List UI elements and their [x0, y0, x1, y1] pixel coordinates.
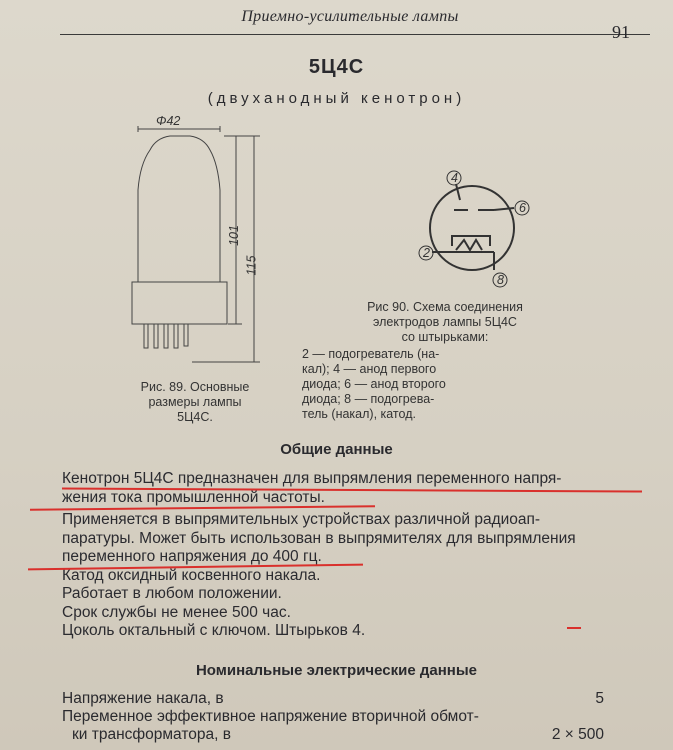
header-rule: [60, 34, 650, 35]
param-row: [62, 690, 652, 708]
socket-circle: [430, 186, 514, 270]
electrical-params: [62, 690, 652, 744]
figure90-caption: [300, 300, 590, 345]
param-label: Напряжение накала, в: [62, 690, 224, 707]
param-value: 5: [595, 690, 604, 707]
dim-height-101-label: 101: [226, 225, 241, 246]
legend-line: тель (накал), катод.: [302, 407, 416, 421]
legend-line: диода; 6 — анод второго: [302, 377, 446, 391]
page-title: 5Ц4С: [308, 56, 365, 78]
figure90-legend: [302, 347, 587, 422]
running-title: Приемно-усилительные лампы: [241, 8, 459, 25]
figure90-caption-line: Рис 90. Схема соединения: [367, 300, 523, 314]
pin-6-label: 6: [519, 201, 526, 215]
paragraph-line: Кенотрон 5Ц4С предназначен для выпрямления переменного напря-: [62, 470, 562, 487]
figure89-caption-line: 5Ц4С.: [177, 410, 213, 424]
spec-line: Цоколь октальный с ключом. Штырьков 4.: [62, 622, 366, 639]
tube-base: [132, 282, 227, 324]
paragraph-line: переменного напряжения до 400 гц.: [62, 548, 322, 565]
page-subtitle: (двуханодный кенотрон): [207, 90, 466, 107]
spec-line: Катод оксидный косвенного накала.: [62, 566, 321, 584]
tube-bulb-outline: [138, 136, 220, 282]
figure89-caption-line: Рис. 89. Основные: [140, 380, 250, 394]
param-label: ки трансформатора, в: [72, 726, 231, 743]
page-number: 91: [612, 22, 630, 42]
paragraph-line: жения тока промышленной частоты.: [62, 488, 325, 506]
legend-line: диода; 8 — подогрева-: [302, 392, 435, 406]
pin-connection-schematic: [410, 160, 550, 295]
pin-8-label: 8: [497, 273, 504, 287]
spec-line: Работает в любом положении.: [62, 585, 282, 602]
spec-line: Срок службы не менее 500 час.: [62, 603, 291, 621]
electrical-data-heading: Номинальные электрические данные: [195, 662, 478, 679]
param-value: 2 × 500: [551, 726, 604, 743]
tube-dimensions-figure: [100, 112, 270, 382]
dim-height-115-label: 115: [244, 255, 259, 276]
figure90-caption-line: электродов лампы 5Ц4С: [373, 315, 517, 329]
figure89-caption-line: размеры лампы: [148, 395, 242, 409]
legend-line: 2 — подогреватель (на-: [302, 347, 440, 361]
pin-2-label: 2: [423, 246, 430, 260]
dim-diameter-label: Φ42: [156, 114, 181, 128]
paragraph-line: паратуры. Может быть использован в выпрямителях для выпрямления: [62, 529, 576, 547]
figure90-caption-line: со штырьками:: [401, 330, 489, 344]
param-label: Переменное эффективное напряжение вторичной обмот-: [62, 708, 479, 725]
param-row: [62, 726, 652, 744]
legend-line: кал); 4 — анод первого: [302, 362, 437, 376]
application-paragraph: [62, 511, 644, 641]
general-data-heading: Общие данные: [280, 441, 393, 458]
paragraph-line: Применяется в выпрямительных устройствах различной радиоап-: [62, 511, 541, 528]
pin-4-label: 4: [451, 171, 458, 185]
figure89-caption: [95, 380, 295, 425]
param-row: [62, 708, 652, 726]
red-margin-mark: [567, 627, 581, 629]
